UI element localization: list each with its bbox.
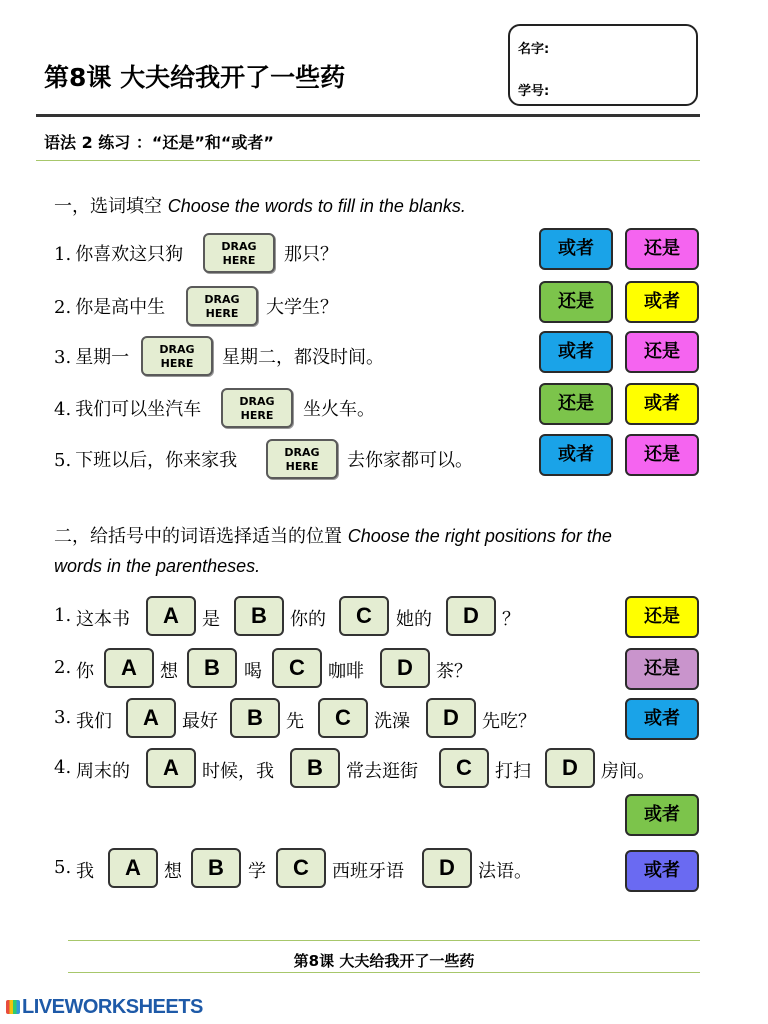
- sentence-text: 你是高中生: [75, 297, 166, 318]
- answer-option-button[interactable]: 或者: [539, 331, 613, 373]
- part2-heading-cn: 二，给括号中的词语选择适当的位置: [54, 526, 342, 547]
- sentence-text: 茶？: [436, 661, 472, 682]
- fill-sentence-start: [54, 240, 183, 266]
- item-number: 3.: [54, 707, 72, 728]
- drop-label-drag: DRAG: [221, 240, 257, 253]
- sentence-text: 我: [76, 861, 94, 882]
- student-id-label: 学号:: [518, 84, 550, 99]
- position-slot-d[interactable]: D: [446, 596, 496, 636]
- sentence-text: 我们: [76, 711, 112, 732]
- word-to-place-button[interactable]: 还是: [625, 596, 699, 638]
- answer-option-button[interactable]: 还是: [539, 383, 613, 425]
- sentence-text: 你喜欢这只狗: [75, 244, 184, 265]
- item-number: 5.: [54, 450, 72, 471]
- subtitle-rule: [36, 160, 700, 161]
- part2-heading: [54, 522, 612, 548]
- part1-heading-en: Choose the words to fill in the blanks.: [167, 196, 466, 216]
- liveworksheets-icon: [6, 1000, 20, 1014]
- header-rule: [36, 114, 700, 117]
- position-slot-b[interactable]: B: [234, 596, 284, 636]
- sentence-end: 那只？: [284, 244, 338, 265]
- sentence-end: 去你家都可以。: [347, 450, 473, 471]
- position-slot-a[interactable]: A: [126, 698, 176, 738]
- sentence-text: 打扫: [495, 761, 531, 782]
- position-slot-c[interactable]: C: [276, 848, 326, 888]
- answer-option-button[interactable]: 还是: [625, 228, 699, 270]
- word-to-place-button[interactable]: 或者: [625, 698, 699, 740]
- drop-label-drag: DRAG: [239, 395, 275, 408]
- position-slot-c[interactable]: C: [339, 596, 389, 636]
- answer-option-button[interactable]: 还是: [539, 281, 613, 323]
- sentence-text: 周末的: [76, 761, 130, 782]
- part2-heading-en-2: words in the parentheses.: [54, 556, 261, 576]
- drop-zone[interactable]: [221, 388, 293, 428]
- sentence-text: 我们可以坐汽车: [75, 399, 202, 420]
- item-number: 1.: [54, 605, 72, 626]
- sentence-text: 常去逛街: [346, 761, 418, 782]
- sentence-text: 是: [202, 609, 220, 630]
- sentence-end: 大学生？: [266, 297, 338, 318]
- drop-label-drag: DRAG: [159, 343, 195, 356]
- position-slot-c[interactable]: C: [318, 698, 368, 738]
- position-slot-a[interactable]: A: [104, 648, 154, 688]
- position-slot-d[interactable]: D: [426, 698, 476, 738]
- sentence-text: 先: [286, 711, 304, 732]
- item-number: 5.: [54, 857, 72, 878]
- sentence-end: 星期二，都没时间。: [222, 347, 384, 368]
- page-title: 第8课 大夫给我开了一些药: [44, 63, 346, 92]
- position-slot-d[interactable]: D: [380, 648, 430, 688]
- name-label: 名字:: [518, 42, 550, 57]
- item-number: 2.: [54, 657, 72, 678]
- drop-label-here: HERE: [205, 307, 239, 320]
- position-slot-c[interactable]: C: [272, 648, 322, 688]
- answer-option-button[interactable]: 或者: [625, 281, 699, 323]
- sentence-text: 你: [76, 661, 94, 682]
- answer-option-button[interactable]: 还是: [625, 331, 699, 373]
- drop-label-drag: DRAG: [284, 446, 320, 459]
- sentence-text: 洗澡: [374, 711, 410, 732]
- sentence-text: 学: [248, 861, 266, 882]
- answer-option-button[interactable]: 或者: [539, 228, 613, 270]
- sentence-text: 你的: [290, 609, 326, 630]
- sentence-text: 想: [164, 861, 182, 882]
- sentence-text: 这本书: [76, 609, 130, 630]
- part1-heading-cn: 一，选词填空: [54, 196, 162, 217]
- item-number: 4.: [54, 757, 72, 778]
- sentence-text: 最好: [182, 711, 218, 732]
- position-slot-d[interactable]: D: [422, 848, 472, 888]
- sentence-text: 咖啡: [328, 661, 364, 682]
- drop-label-drag: DRAG: [204, 293, 240, 306]
- fill-sentence-start: [54, 293, 165, 319]
- item-number: 2.: [54, 297, 72, 318]
- word-to-place-button[interactable]: 或者: [625, 850, 699, 892]
- position-slot-b[interactable]: B: [191, 848, 241, 888]
- footer-rule-top: [68, 940, 700, 941]
- drop-label-here: HERE: [285, 460, 319, 473]
- sentence-text: 西班牙语: [332, 861, 404, 882]
- word-to-place-button[interactable]: 还是: [625, 648, 699, 690]
- fill-sentence-start: [54, 343, 129, 369]
- part2-heading-line2: [54, 556, 260, 577]
- section-subtitle: 语法 2 练习 ：“还是”和“或者”: [44, 133, 274, 152]
- sentence-text: 她的: [396, 609, 432, 630]
- sentence-text: 法语。: [478, 861, 532, 882]
- sentence-text: 下班以后，你来家我: [75, 450, 238, 471]
- sentence-text: 喝: [244, 661, 262, 682]
- drop-label-here: HERE: [160, 357, 194, 370]
- word-to-place-button[interactable]: 或者: [625, 794, 699, 836]
- position-slot-a[interactable]: A: [146, 596, 196, 636]
- drop-zone[interactable]: [266, 439, 338, 479]
- item-number: 3.: [54, 347, 72, 368]
- drop-label-here: HERE: [240, 409, 274, 422]
- fill-sentence-start: [54, 446, 237, 472]
- name-box: [508, 24, 698, 106]
- position-slot-a[interactable]: A: [146, 748, 196, 788]
- sentence-text: 想: [160, 661, 178, 682]
- position-slot-b[interactable]: B: [187, 648, 237, 688]
- answer-option-button[interactable]: 还是: [625, 434, 699, 476]
- sentence-text: ？: [502, 609, 520, 630]
- footer-rule-bottom: [68, 972, 700, 973]
- position-slot-b[interactable]: B: [290, 748, 340, 788]
- drop-zone[interactable]: [203, 233, 275, 273]
- sentence-text: 先吃？: [482, 711, 536, 732]
- position-slot-a[interactable]: A: [108, 848, 158, 888]
- sentence-end: 坐火车。: [303, 399, 375, 420]
- drop-zone[interactable]: [141, 336, 213, 376]
- position-slot-b[interactable]: B: [230, 698, 280, 738]
- position-slot-c[interactable]: C: [439, 748, 489, 788]
- fill-sentence-start: [54, 395, 201, 421]
- part1-heading: [54, 192, 466, 218]
- liveworksheets-logo: [6, 996, 203, 1019]
- logo-text: LIVEWORKSHEETS: [22, 996, 203, 1018]
- part2-heading-en-1: Choose the right positions for the: [347, 526, 612, 546]
- sentence-text: 房间。: [601, 761, 655, 782]
- drop-label-here: HERE: [222, 254, 256, 267]
- item-number: 1.: [54, 244, 72, 265]
- item-number: 4.: [54, 399, 72, 420]
- answer-option-button[interactable]: 或者: [625, 383, 699, 425]
- sentence-text: 星期一: [75, 347, 130, 368]
- answer-option-button[interactable]: 或者: [539, 434, 613, 476]
- sentence-text: 时候，我: [202, 761, 274, 782]
- position-slot-d[interactable]: D: [545, 748, 595, 788]
- footer-title: 第8课 大夫给我开了一些药: [293, 952, 475, 970]
- drop-zone[interactable]: [186, 286, 258, 326]
